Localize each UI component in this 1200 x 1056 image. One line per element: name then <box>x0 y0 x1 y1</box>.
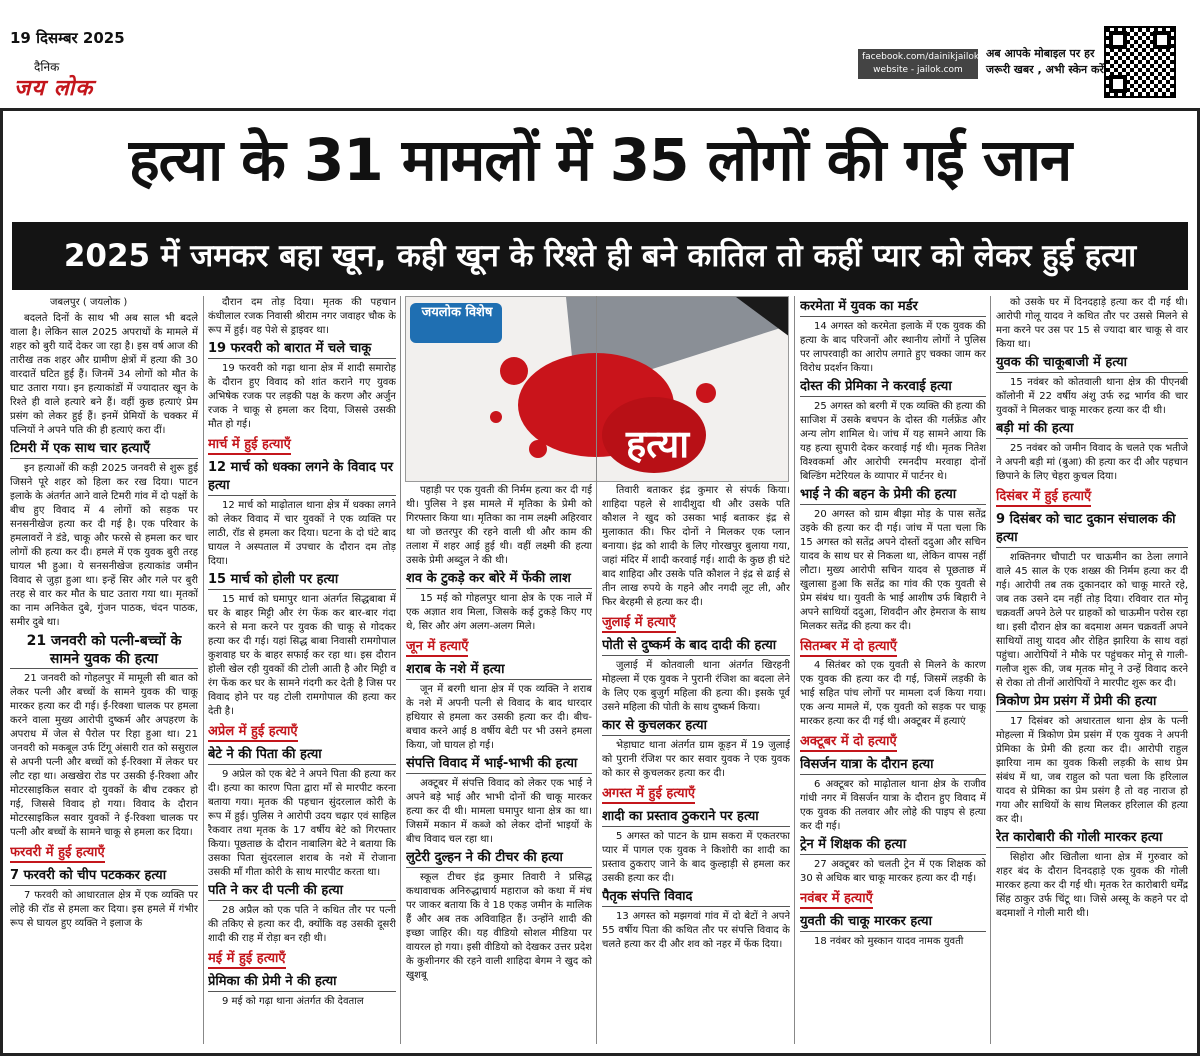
knife-blood-photo <box>405 296 789 482</box>
mobile-promo-line1: अब आपके मोबाइल पर हर <box>986 47 1095 60</box>
mobile-promo <box>986 46 1104 78</box>
paragraph: स्कूल टीचर इंद्र कुमार तिवारी ने प्रसिद्ध कथावाचक अनिरुद्धाचार्य महाराज को कथा में मंच पर जाकर बताया कि वे 18 एकड़ जमीन के मालिक हैं और अब तक अविवाहित हैं। उन्होंने शादी की इच्छा जाहिर की। यह वीडियो सोशल मीडिया पर वायरल हो गया। इसी वीडियो को देखकर उत्तर प्रदेश के कुशीनगर की रहने वाली शाहिदा बेगम ने खुद को खुशबू <box>406 872 592 981</box>
paragraph: 27 अक्टूबर को चलती ट्रेन में एक शिक्षक को 30 से अधिक बार चाकू मारकर हत्या कर दी गई। <box>800 859 986 884</box>
subheading: 9 दिसंबर को चाट दुकान संचालक की हत्या <box>996 511 1188 548</box>
subheading: दोस्त की प्रेमिका ने करवाई हत्या <box>800 378 986 397</box>
website-link[interactable]: website - jailok.com <box>873 65 963 75</box>
special-badge: जयलोक विशेष <box>421 305 493 320</box>
paragraph: 15 मार्च को घमापुर थाना अंतर्गत सिद्धबाबा में घर के बाहर मिट्टी और रंग फेंक कर बार-बार गंदा करने से मना करने पर युवक की चाकू से गोदकर हत्या कर दी गई। यहां सिद्ध बाबा निवासी रामगोपाल कुशवाह घर के बाहर सफाई कर रहा था। इस दौरान होली खेल रही युवकों की टोली आती है और मिट्टी व रंग फेंक कर घर के सामने गंदगी कर देती है जिस पर विवाद होने पर यह टोली रामगोपाल की हत्या कर देती है। <box>208 594 396 717</box>
paragraph: 25 नवंबर को जमीन विवाद के चलते एक भतीजे ने अपनी बड़ी मां (बुआ) की हत्या कर दी और पहचान छिपाने के लिए चेहरा कुचल दिया। <box>996 443 1188 482</box>
month-heading: अगस्त में हुई हत्याएँ <box>602 785 695 804</box>
subheading: टिमरी में एक साथ चार हत्याएँ <box>10 440 198 459</box>
paragraph: इन हत्याओं की कड़ी 2025 जनवरी से शुरू हुई जिसने पूरे शहर को हिला कर रख दिया। पाटन इलाके के अंतर्गत आने वाले टिमरी गांव में दो पक्षों के बीच हुए विवाद में 4 लोगों को सड़क पर सनसनीखेज हत्या कर दी गई है। एक परिवार के हमलावरों ने डंडे, चाकू और फरसे से हमला कर चार लोगों की हत्या कर दी। हमले में एक युवक बुरी तरह घायल भी हुआ। ये सनसनीखेज हत्याकांड जमीन विवाद से जुड़ा हुआ था। इन्हें सिर और गले पर बुरी तरह से वार कर मौत के घाट उतारा गया था। मृतकों का नाम अनिकेत दुबे, गुंजन पाठक, चंदन पाठक, समीर दुबे था। <box>10 463 198 628</box>
issue-date: 19 दिसम्बर 2025 <box>10 29 125 47</box>
main-headline: हत्या के 31 मामलों में 35 लोगों की गई जान <box>128 126 1072 194</box>
paragraph: 9 अप्रेल को एक बेटे ने अपने पिता की हत्या कर दी। हत्या का कारण पिता द्वारा माँ से मारपीट करना बताया गया। मृतक की पहचान सुंदरलाल कोरी के रूप में हुई। पुलिस ने आरोपी उदय चढ़ार एवं साहिल रैकवार तथा मृतक के 17 वर्षीय बेटे को गिरफ्तार किया। पूछताछ के दौरान नाबालिग बेटे ने बताया कि उसका पिता सुंदरलाल शराब के नशे में रोजाना उसकी माँ गीता कोरी के साथ मारपीट करता था। <box>208 769 396 878</box>
mobile-promo-line2: जरूरी खबर , अभी स्केन करें <box>986 63 1104 76</box>
subheading: रेत कारोबारी की गोली मारकर हत्या <box>996 829 1188 848</box>
paragraph: 18 नवंबर को मुस्कान यादव नामक युवती <box>814 936 964 947</box>
paragraph: भेड़ाघाट थाना अंतर्गत ग्राम कूड़न में 19 जुलाई को पुरानी रंजिश पर कार सवार युवक ने एक युवक को कार से कुचलकर हत्या कर दी। <box>602 740 790 779</box>
paragraph: तिवारी बताकर इंद्र कुमार से संपर्क किया। शाहिदा पहले से शादीशुदा थी और उसके पति कौशल ने खुद को उसका भाई बताकर इंद्र से मुलाकात की। फिर दोनों ने मिलकर एक प्लान बनाया। इंद्र को शादी के लिए गोरखपुर बुलाया गया, जहां मंदिर में शादी करवाई गई। शादी के कुछ ही घंटे बाद शाहिदा और उसके पति कौशल ने इंद्र से ढाई से तीन लाख रुपये के गहने और नगदी लूट ली, और फिर बेरहमी से हत्या कर दी। <box>602 485 790 608</box>
subheading: 7 फरवरी को चीप पटककर हत्या <box>10 867 198 886</box>
paragraph: को उसके घर में दिनदहाड़े हत्या कर दी गई थी। आरोपी गोलू यादव ने कथित तौर पर उससे मिलने से मना करने पर उस पर 15 से ज्यादा बार चाकू से वार किया था। <box>996 297 1188 350</box>
subheading: करमेता में युवक का मर्डर <box>800 298 986 317</box>
subheading: 12 मार्च को धक्का लगने के विवाद पर हत्या <box>208 459 396 496</box>
paragraph: 9 मई को गढ़ा थाना अंतर्गत की देवताल <box>222 996 364 1007</box>
subheading: लुटेरी दुल्हन ने की टीचर की हत्या <box>406 849 592 868</box>
paragraph: 19 फरवरी को गढ़ा थाना क्षेत्र में शादी समारोह के दौरान हुए विवाद को शांत कराने गए युवक अभिषेक रजक पर लड़की पक्ष के करण और अर्जुन रजक ने चाकू से हमला कर दिया, जिससे उसकी मौत हो गई। <box>208 363 396 430</box>
column-rule <box>596 296 597 1044</box>
paragraph: 15 मई को गोहलपुर थाना क्षेत्र के एक नाले में एक अज्ञात शव मिला, जिसके कई टुकड़े किए गए थे, सिर और अंग अलग-अलग मिले। <box>406 593 592 632</box>
sub-headline: 2025 में जमकर बहा खून, कही खून के रिश्ते ही बने कातिल तो कहीं प्यार को लेकर हुई हत्या <box>12 222 1188 290</box>
column-rule <box>794 296 795 1044</box>
subheading: युवती की चाकू मारकर हत्या <box>800 913 986 932</box>
paragraph: जून में बरगी थाना क्षेत्र में एक व्यक्ति ने शराब के नशे में अपनी पत्नी से विवाद के बाद धारदार हथियार से हमला कर उसकी हत्या कर दी। बीच-बचाव करने आई 8 वर्षीय बेटी पर भी उसने हमला किया, जो घायल हो गई। <box>406 684 592 751</box>
paragraph: पहाड़ी पर एक युवती की निर्मम हत्या कर दी गई थी। पुलिस ने इस मामले में मृतिका के प्रेमी को गिरफ्तार किया था। मृतिका का नाम लक्ष्मी अहिरवार था जो छतरपुर की रहने वाली थी और काम की तलाश में शहर आई हुई थी। वहीं लक्ष्मी की हत्या उसके प्रेमी अब्दुल ने की थी। <box>406 485 592 566</box>
subheading: 21 जनवरी को पत्नी-बच्चों के सामने युवक की हत्या <box>10 632 198 669</box>
month-heading: अक्टूबर में दो हत्याएँ <box>800 733 897 752</box>
paragraph: 17 दिसंबर को अधारताल थाना क्षेत्र के पत्नी मोहल्ला में त्रिकोण प्रेम प्रसंग में एक युवक ने अपनी प्रेमिका के प्रेमी की हत्या कर दी। आरोपी राहुल झारिया नाम का युवक किसी लड़की के साथ प्रेम संबंध में था, जब राहुल को पता चला कि हरिलाल यादव से प्रेमिका का प्रेम प्रसंग है तो वह नाराज हो गया और साथियों के साथ मिलकर हरिलाल की हत्या कर दी। <box>996 716 1188 825</box>
subheading: पोती से दुष्कर्म के बाद दादी की हत्या <box>602 637 790 656</box>
subheading: विसर्जन यात्रा के दौरान हत्या <box>800 756 986 775</box>
paragraph: 28 अप्रैल को एक पति ने कथित तौर पर पत्नी की तकिए से हत्या कर दी, क्योंकि वह उसकी दूसरी शादी की राह में रोड़ा बन रही थी। <box>208 905 396 944</box>
subheading: बेटे ने की पिता की हत्या <box>208 746 396 765</box>
month-heading: सितम्बर में दो हत्याएँ <box>800 638 897 657</box>
subheading: कार से कुचलकर हत्या <box>602 717 790 736</box>
subheading: 15 मार्च को होली पर हत्या <box>208 571 396 590</box>
subheading: त्रिकोण प्रेम प्रसंग में प्रेमी की हत्या <box>996 693 1188 712</box>
column-6 <box>996 296 1188 1046</box>
subheading: शराब के नशे में हत्या <box>406 661 592 680</box>
paragraph: दौरान दम तोड़ दिया। मृतक की पहचान कंधीलाल रजक निवासी श्रीराम नगर जवाहर चौक के रूप में हुई। वह पेशे से ड्राइवर था। <box>208 297 396 336</box>
paragraph: 5 अगस्त को पाटन के ग्राम सकरा में एकतरफा प्यार में पागल एक युवक ने किशोरी का शादी का प्रस्ताव ठुकराए जाने के बाद कुल्हाड़ी से हमला कर उसकी हत्या कर दी। <box>602 831 790 884</box>
masthead <box>0 0 1200 108</box>
paragraph: 21 जनवरी को गोहलपुर में मामूली सी बात को लेकर पत्नी और बच्चों के सामने युवक की चाकू मारकर हत्या कर दी गई। ई-रिक्शा चालक पर हमला करने वाला मुख्य आरोपी दुष्कर्म और अपहरण के अपराध में जेल से पैरोल पर रिहा हुआ था। 21 जनवरी को मकबूल उर्फ टिंगू अंसारी रात को ससुराल से अपनी पत्नी और बच्चों को ई-रिक्शा में लेकर घर लौट रहा था। अखखेरा रोड पर उसकी ई-रिक्शा और मोटरसाइकिल सवार दो युवकों के बीच टक्कर हो गई, जिससे विवाद हो गया। विवाद के दौरान मोटरसाइकिल सवार युवकों ने ई-रिक्शा चालक पर पत्नी और बच्चों के सामने चाकू से हमला कर दिया। <box>10 673 198 838</box>
column-2 <box>208 296 396 1046</box>
month-heading: जुलाई में हत्याएँ <box>602 614 676 633</box>
paragraph: 6 अक्टूबर को माढ़ोताल थाना क्षेत्र के राजीव गांधी नगर में विसर्जन यात्रा के दौरान हुए विवाद में एक युवक की तलवार और लोहे की पाइप से हत्या कर दी गई। <box>800 779 986 832</box>
subheading: बड़ी मां की हत्या <box>996 420 1188 439</box>
brand-prefix: दैनिक <box>34 60 60 74</box>
paragraph: 13 अगस्त को मझगवां गांव में दो बेटों ने अपने 55 वर्षीय पिता की कथित तौर पर संपत्ति विवाद के चलते हत्या कर दी और शव को नहर में फेंक दिया। <box>602 911 790 950</box>
column-rule <box>400 296 401 1044</box>
subheading: युवक की चाकूबाजी में हत्या <box>996 354 1188 373</box>
paragraph: 14 अगस्त को करमेता इलाके में एक युवक की हत्या के बाद परिजनों और स्थानीय लोगों ने पुलिस पर लापरवाही का आरोप लगाते हुए चक्का जाम कर विरोध प्रदर्शन किया। <box>800 321 986 374</box>
month-heading: फरवरी में हुई हत्याएँ <box>10 844 105 863</box>
month-heading: दिसंबर में हुई हत्याएँ <box>996 488 1091 507</box>
paragraph: 12 मार्च को माढ़ोताल थाना क्षेत्र में धक्का लगने को लेकर विवाद में चार युवकों ने एक व्यक्ति पर लाठी, रॉड से हमला कर दिया। घटना के दो घंटे बाद घायल ने अस्पताल में उपचार के दौरान दम तोड़ दिया। <box>208 500 396 567</box>
paragraph: शक्तिनगर चौपाटी पर चाऊमीन का ठेला लगाने वाले 45 साल के एक शख्स की निर्मम हत्या कर दी गई। आरोपी तब तक दुकानदार को चाकू मारते रहे, जब तक उसने दम नहीं तोड़ दिया। रविवार रात मोनू चक्रवर्ती अपने ठेले पर ग्राहकों को चाऊमीन परोस रहा था। इसी दौरान क्षेत्र का बदमाश अमन चक्रवर्ती अपने साथियों ताशु यादव और रोहित झारिया के साथ वहां पहुंचा। आरोपियों ने मौके पर पहुंचकर मोनू से गाली-गलौज शुरू की, जब मृतक मोनू ने उन्हें विवाद करने से रोका तो तीनों आरोपियों ने मारपीट शुरू कर दी। <box>996 552 1188 689</box>
paragraph: 20 अगस्त को ग्राम बीझा मोड़ के पास सतेंद्र उइके की हत्या कर दी गई। जांच में पता चला कि 15 अगस्त को सतेंद्र अपने दोस्तों ददुआ और सचिन यादव के साथ घर से निकला था, लेकिन वापस नहीं लौटा। मुख्य आरोपी सचिन यादव से पूछताछ में खुलासा हुआ कि सतेंद्र का गांव की एक युवती से प्रेम संबंध था। युवती के भाई आशीष उर्फ बिहारी ने अपने साथियों ददुआ, शिवदीन और हेमराज के साथ मिलकर सतेंद्र की हत्या कर दी। <box>800 509 986 632</box>
subheading: संपत्ति विवाद में भाई-भाभी की हत्या <box>406 755 592 774</box>
facebook-link[interactable]: facebook.com/dainikjailok <box>862 52 980 62</box>
paragraph: बदलते दिनों के साथ भी अब साल भी बदले वाला है। लेकिन साल 2025 अपराधों के मामले में शहर को बुरी यादें देकर जा रहा है। इस वर्ष आज की तारीख तक शहर और ग्रामीण क्षेत्रों में हत्या की 30 वारदातें घटित हुई हैं। जिनमें 34 लोगों को मौत के घाट उतारा गया। इन हत्याकांडों में ज्यादातर खून के रिश्ते ही वाले हत्यारे बने हैं। वहीं कुछ हत्याएं प्रेम प्रसंग को लेकर हुई हैं। इनमें प्रेमियों के चक्कर में पत्नियों ने अपने पति की ही हत्याएं करा दीं। <box>10 313 198 436</box>
column-rule <box>203 296 204 1044</box>
paragraph: 4 सितंबर को एक युवती से मिलने के कारण एक युवक की हत्या कर दी गई, जिसमें लड़की के भाई सहित पांच लोगों पर मामला दर्ज किया गया। एक अन्य मामले में, एक युवती को सड़क पर चाकू मारकर हत्या कर दी गई थी। अक्टूबर में हत्याएं <box>800 660 986 727</box>
subheading: पति ने कर दी पत्नी की हत्या <box>208 882 396 901</box>
month-heading: नवंबर में हत्याएँ <box>800 890 873 909</box>
column-4 <box>602 484 790 1046</box>
paragraph: 15 नवंबर को कोतवाली थाना क्षेत्र की पीएनबी कॉलोनी में 22 वर्षीय अंशु उर्फ रुद्र भार्गव की चार युवकों ने मिलकर चाकू मारकर हत्या कर दी थी। <box>996 377 1188 416</box>
column-3 <box>406 484 592 1046</box>
month-heading: मार्च में हुई हत्याएँ <box>208 436 291 455</box>
photo-caption: हत्या <box>626 422 690 466</box>
column-5 <box>800 296 986 1046</box>
month-heading: अप्रेल में हुई हत्याएँ <box>208 723 298 742</box>
column-rule <box>990 296 991 1044</box>
paragraph: जुलाई में कोतवाली थाना अंतर्गत खिरहनी मोहल्ला में एक युवक ने पुरानी रंजिश का बदला लेने के लिए एक बुजुर्ग महिला की हत्या की। इसके पूर्व उसने महिला की पोती के साथ दुष्कर्म किया। <box>602 660 790 713</box>
social-box <box>858 49 978 79</box>
paragraph: 7 फरवरी को आधारताल क्षेत्र में एक व्यक्ति पर लोहे की रॉड से हमला कर दिया। इस हमले में गंभीर रूप से घायल हुए व्यक्ति ने इलाज के <box>10 890 198 929</box>
month-heading: मई में हुई हत्याएँ <box>208 950 286 969</box>
paragraph: अक्टूबर में संपत्ति विवाद को लेकर एक भाई ने अपने बड़े भाई और भाभी दोनों की चाकू मारकर हत्या कर दी थी। मामला घमापुर थाना क्षेत्र का था। जिसमें मकान में कब्जे को लेकर दोनों भाइयों के बीच विवाद चल रहा था। <box>406 778 592 845</box>
subheading: शादी का प्रस्ताव ठुकराने पर हत्या <box>602 808 790 827</box>
subheading: भाई ने की बहन के प्रेमी की हत्या <box>800 486 986 505</box>
column-1 <box>10 296 198 1046</box>
paragraph: सिहोरा और खितौला थाना क्षेत्र में गुरुवार को शहर बंद के दौरान दिनदहाड़े एक युवक की गोली मारकर हत्या कर दी गई थी। मृतक रेत कारोबारी धर्मेंद्र सिंह ठाकुर उर्फ चिंटू था। जिसे अस्सू के कहने पर दो बदमाशों ने गोली मारी थी। <box>996 852 1188 919</box>
subheading: ट्रेन में शिक्षक की हत्या <box>800 836 986 855</box>
subheading: पैतृक संपत्ति विवाद <box>602 888 790 907</box>
subheading: प्रेमिका की प्रेमी ने की हत्या <box>208 973 396 992</box>
paragraph: 25 अगस्त को बरगी में एक व्यक्ति की हत्या की साजिश में उसके बचपन के दोस्त की गर्लफ्रेंड और अन्य लोग शामिल थे। जांच में यह सामने आया कि यह हत्या सुपारी देकर करवाई गई थी। मृतक नितेश विश्वकर्मा और आरोपी रमनदीप मरवाहा दोनों बिल्डिंग मटेरियल के व्यापार में पार्टनर थे। <box>800 401 986 482</box>
photo-illustration <box>406 297 789 482</box>
subheading: 19 फरवरी को बारात में चले चाकू <box>208 340 396 359</box>
dateline: जबलपुर ( जयलोक ) <box>50 297 128 308</box>
month-heading: जून में हत्याएँ <box>406 638 468 657</box>
brand-logo: जय लोक <box>14 76 94 101</box>
qr-code-icon[interactable] <box>1104 26 1176 98</box>
subheading: शव के टुकड़े कर बोरे में फेंकी लाश <box>406 570 592 589</box>
